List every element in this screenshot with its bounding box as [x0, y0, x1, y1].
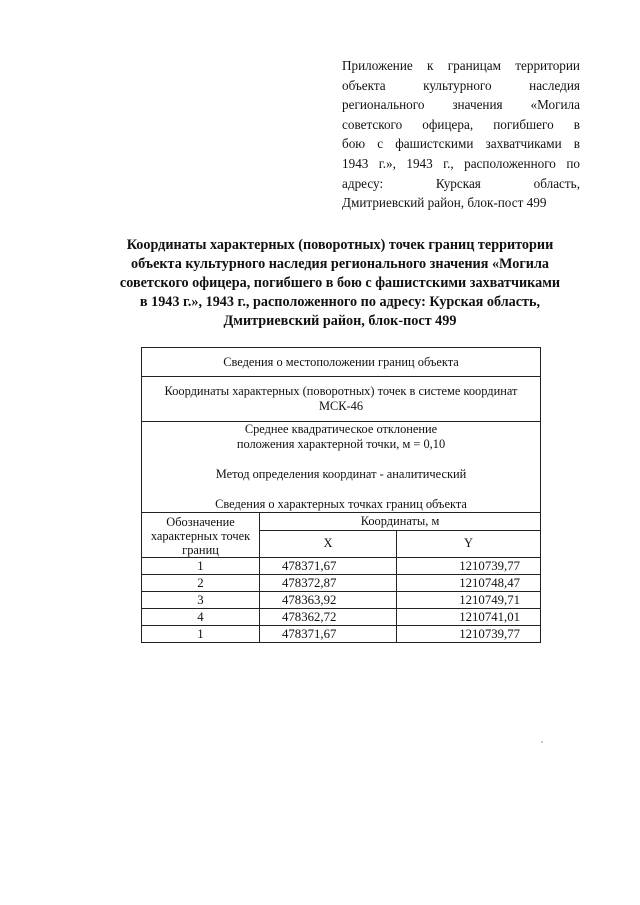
x-cell: 478371,67: [260, 626, 397, 643]
scan-speck: [541, 741, 543, 743]
point-cell: 4: [142, 609, 260, 626]
point-cell: 1: [142, 558, 260, 575]
appendix-line: 1943 г.», 1943 г., расположенного по: [342, 155, 580, 171]
point-cell: 3: [142, 592, 260, 609]
appendix-line: советского офицера, погибшего в: [342, 116, 580, 132]
appendix-line: Приложение к границам территории: [342, 58, 580, 73]
title-line: советского офицера, погибшего в бою с фашистскими захватчиками: [119, 275, 561, 291]
appendix-line: регионального значения «Могила: [342, 97, 580, 113]
document-title: [90, 236, 590, 331]
x-cell: 478372,87: [260, 575, 397, 592]
table-row: [142, 626, 541, 643]
point-cell: 2: [142, 575, 260, 592]
appendix-note: [342, 56, 580, 213]
y-cell: 1210748,47: [397, 575, 541, 592]
y-cell: 1210741,01: [397, 609, 541, 626]
table-row: [142, 609, 541, 626]
points-info-label: Сведения о характерных точках границ объекта: [215, 497, 467, 511]
title-line: Дмитриевский район, блок-пост 499: [223, 313, 457, 329]
accuracy-method-cell: [142, 422, 541, 513]
title-line: в 1943 г.», 1943 г., расположенного по адресу: Курская область,: [139, 294, 541, 310]
x-header: X: [260, 530, 397, 557]
title-line: объекта культурного наследия регионального значения «Могила: [130, 256, 550, 272]
appendix-line: адресу: Курская область,: [342, 175, 580, 191]
designation-header: Обозначение характерных точек границ: [142, 513, 260, 558]
x-cell: 478363,92: [260, 592, 397, 609]
point-cell: 1: [142, 626, 260, 643]
table-row: [142, 592, 541, 609]
y-cell: 1210739,77: [397, 558, 541, 575]
appendix-line: бою с фашистскими захватчиками в: [342, 136, 580, 152]
appendix-line: объекта культурного наследия: [342, 77, 580, 93]
title-line: Координаты характерных (поворотных) точек границ территории: [126, 237, 554, 253]
appendix-line: Дмитриевский район, блок-пост 499: [342, 195, 547, 211]
table-row: [142, 558, 541, 575]
x-cell: 478362,72: [260, 609, 397, 626]
coordinates-table: [141, 347, 541, 643]
accuracy-value: положения характерной точки, м = 0,10: [236, 437, 446, 451]
accuracy-label: Среднее квадратическое отклонение: [244, 422, 438, 436]
coordinates-header: Координаты, м: [260, 513, 541, 531]
x-cell: 478371,67: [260, 558, 397, 575]
y-cell: 1210749,71: [397, 592, 541, 609]
method-label: Метод определения координат - аналитический: [215, 467, 467, 481]
coordinate-system-cell: Координаты характерных (поворотных) точек в системе координат МСК-46: [142, 377, 541, 422]
location-info-cell: Сведения о местоположении границ объекта: [142, 348, 541, 377]
y-cell: 1210739,77: [397, 626, 541, 643]
table-row: [142, 575, 541, 592]
y-header: Y: [397, 530, 541, 557]
